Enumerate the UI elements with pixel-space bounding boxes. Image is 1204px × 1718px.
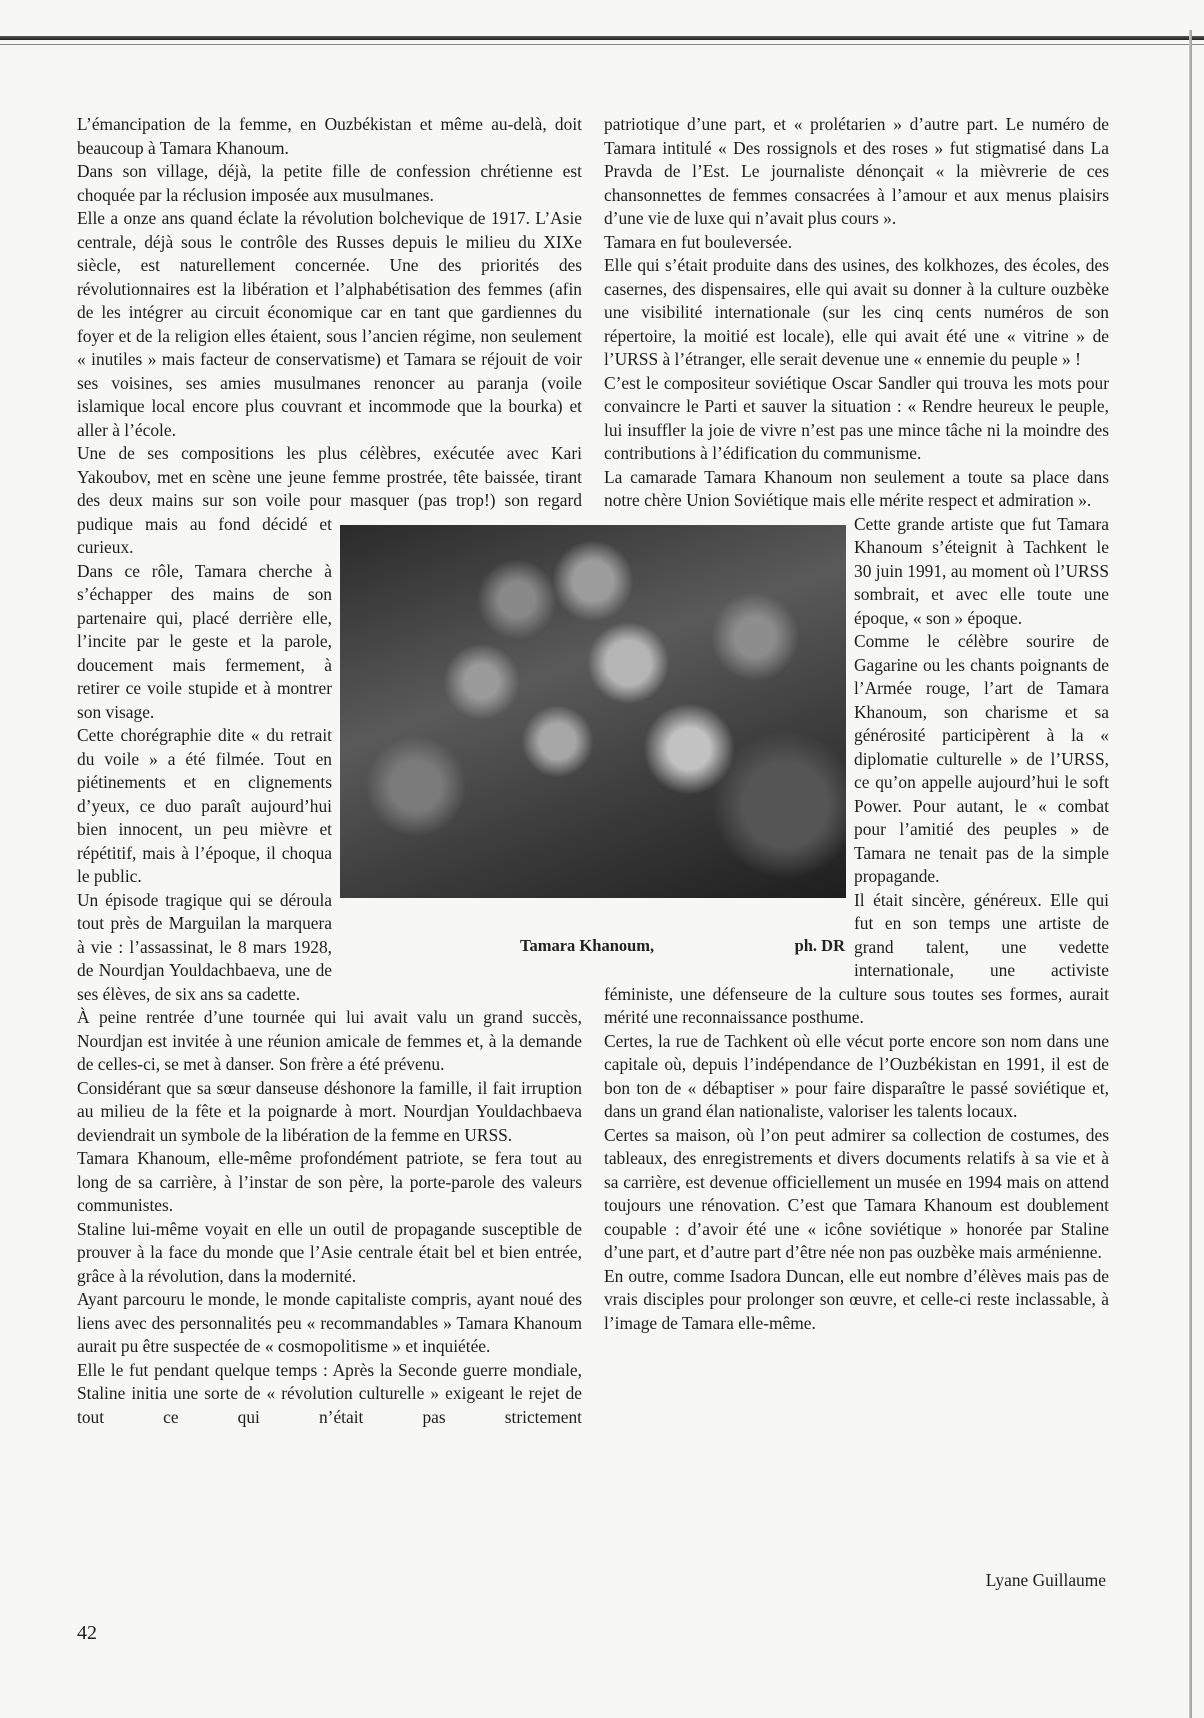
paragraph: En outre, comme Isadora Duncan, elle eut nombre d’élèves mais pas de vrais disciples pour prolonger son œuvre, et celle-ci reste inclassable, à l’image de Tamara elle-même. [604, 1265, 1109, 1333]
paragraph: Certes, la rue de Tachkent où elle vécut porte encore son nom dans une capitale où, depuis l’indépendance de l’Ouzbékistan en 1991, il est de bon ton de « débaptiser » pour faire disparaître le passé soviétique et, dans un grand élan nationaliste, valoriser les talents locaux. [604, 1030, 1109, 1121]
photo-caption [520, 936, 845, 956]
paragraph: Staline lui-même voyait en elle un outil de propagande susceptible de prouver à la face du monde que l’Asie centrale était bel et bien entrée, grâce à la révolution, dans la modernité. [77, 1218, 582, 1286]
page-edge [1189, 30, 1192, 1718]
paragraph: Tamara en fut bouleversée. [604, 231, 793, 252]
paragraph: L’émancipation de la femme, en Ouzbékistan et même au-delà, doit beaucoup à Tamara Khanoum. [77, 114, 582, 158]
paragraph: Ayant parcouru le monde, le monde capitaliste compris, ayant noué des liens avec des personnalités peu « recommandables » Tamara Khanoum aurait pu être suspectée de « cosmopolitisme » et inquiétée. [77, 1289, 582, 1356]
top-rule-thin [0, 44, 1204, 45]
paragraph: Cette grande artiste que fut Tamara Khanoum s’éteignit à Tachkent le 30 juin 1991, au moment où l’URSS sombrait, et avec elle toute une époque, « son » époque. [854, 513, 1109, 628]
top-rule [0, 36, 1204, 40]
paragraph: Un épisode tragique qui se déroula tout près de Marguilan la marquera à vie : l’assassinat, le 8 mars 1928, de Nourdjan Youldachbaeva, une de ses élèves, de six ans sa cadette. [77, 889, 332, 1004]
paragraph: Elle a onze ans quand éclate la révolution bolchevique de 1917. L’Asie centrale, déjà sous le contrôle des Russes depuis le milieu du XIXe siècle, est naturellement concernée. Une des priorités des révolutionnaires est la libération et l’alphabétisation des femmes (afin de les intégrer au circuit économique car en tant que gardiennes du foyer et de la religion elles étaient, sous l’ancien régime, non seulement « inutiles » mais facteur de conservatisme) et Tamara se réjouit de voir ses voisines, ses amies musulmanes renoncer au paranja (voile islamique local encore plus couvrant et incommode que la bourka) et aller à l’école. [77, 208, 582, 440]
paragraph: Dans ce rôle, Tamara cherche à s’échapper des mains de son partenaire qui, placé derrière elle, l’incite par le geste et la parole, doucement mais fermement, à retirer ce voile stupide et à montrer son visage. [77, 560, 332, 722]
paragraph: Considérant que sa sœur danseuse déshonore la famille, il fait irruption au milieu de la fête et la poignarde à mort. Nourdjan Youldachbaeva deviendrait un symbole de la libération de la femme en URSS. [77, 1077, 582, 1145]
paragraph: La camarade Tamara Khanoum non seulement a toute sa place dans notre chère Union Soviétique mais elle mérite respect et admiration ». [604, 466, 1109, 510]
paragraph: À peine rentrée d’une tournée qui lui avait valu un grand succès, Nourdjan est invitée à une réunion amicale de femmes et, à la demande de celles-ci, se met à danser. Son frère a été prévenu. [77, 1007, 582, 1074]
caption-text: Tamara Khanoum, [520, 936, 655, 955]
paragraph: Cette chorégraphie dite « du retrait du voile » a été filmée. Tout en piétinements et en clignements d’yeux, ce duo paraît aujourd’hui bien innocent, un peu mièvre et répétitif, mais à l’époque, il choqua le public. [77, 725, 332, 886]
paragraph: Comme le célèbre sourire de Gagarine ou les chants poignants de l’Armée rouge, l’art de Tamara Khanoum, son charisme et sa générosité participèrent à la « diplomatie culturelle » de l’URSS, ce qu’on appelle aujourd’hui le soft Power. Pour autant, le « combat pour l’amitié des peuples » de Tamara ne tenait pas de la simple propagande. [854, 631, 1109, 886]
paragraph: Il était sincère, généreux. Elle qui fut en son temps une artiste de grand talent, une vedette internationale, une activiste féministe, une défenseure de la culture sous toutes ses formes, aurait mérité une reconnaissance posthume. [604, 889, 1109, 1027]
paragraph: patriotique d’une part, et « prolétarien » d’autre part. Le numéro de Tamara intitulé « Des rossignols et des roses » fut stigmatisé dans La Pravda de l’Est. Le journaliste dénonçait « la mièvrerie de ces chansonnettes de femmes consacrées à l’amour et aux menus plaisirs d’une vie de luxe qui n’avait plus cours ». [604, 114, 1109, 228]
historical-photo [340, 525, 846, 898]
page-number: 42 [77, 1622, 97, 1644]
paragraph: Tamara Khanoum, elle-même profondément patriote, se fera tout au long de sa carrière, à l’instar de son père, la porte-parole des valeurs communistes. [77, 1148, 582, 1215]
paragraph: Une de ses compositions les plus célèbres, exécutée avec Kari Yakoubov, met en scène une jeune femme prostrée, tête baissée, tirant des deux mains sur son voile pour masquer (pas trop!) son regard pudique mais au fond décidé et curieux. [77, 443, 582, 557]
paragraph: C’est le compositeur soviétique Oscar Sandler qui trouva les mots pour convaincre le Parti et sauver la situation : « Rendre heureux le peuple, lui insuffler la joie de vivre n’est pas une mince tâche ni la moindre des contributions à l’édification du communisme. [604, 372, 1109, 463]
paragraph: Dans son village, déjà, la petite fille de confession chrétienne est choquée par la réclusion imposée aux musulmanes. [77, 161, 582, 205]
paragraph: Certes sa maison, où l’on peut admirer sa collection de costumes, des tableaux, des enregistrements et divers documents relatifs à sa vie et à sa carrière, est devenue officiellement un musée en 1994 mais on attend toujours une rénovation. C’est que Tamara Khanoum est doublement coupable : d’avoir été une « icône soviétique » honorée par Staline d’une part, et d’autre part d’être née non pas ouzbèke mais arménienne. [604, 1124, 1109, 1262]
paragraph: Elle le fut pendant quelque temps : Après la Seconde guerre mondiale, Staline initia une sorte de « révolution culturelle » exigeant le rejet de tout ce qui n’était pas strictement [77, 1359, 582, 1427]
photo-credit: ph. DR [794, 936, 845, 955]
author-signature: Lyane Guillaume [985, 1570, 1106, 1590]
paragraph: Elle qui s’était produite dans des usines, des kolkhozes, des écoles, des casernes, des dispensaires, elle qui avait su donner à la culture ouzbèke une visibilité internationale (sur les cinq cents numéros de son répertoire, la moitié est locale), elle qui avait été une « vitrine » de l’URSS à l’étranger, elle serait devenue une « ennemie du peuple » ! [604, 255, 1109, 369]
